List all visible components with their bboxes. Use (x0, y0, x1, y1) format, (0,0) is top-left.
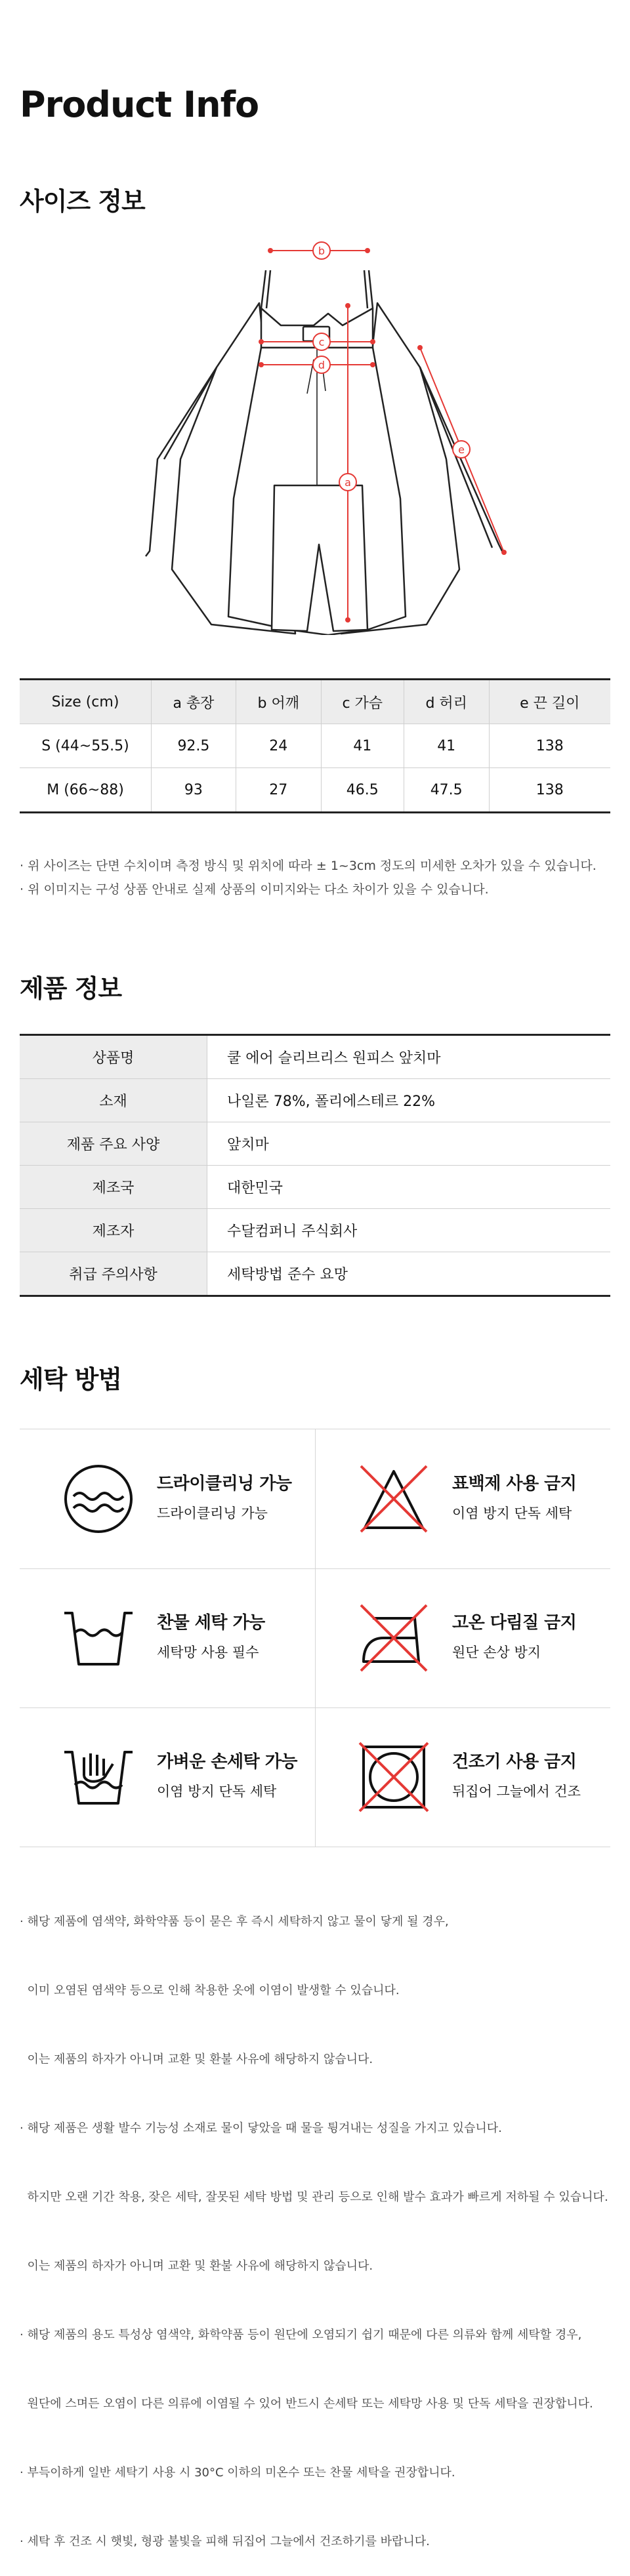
marker-e: e (458, 443, 465, 456)
row-key: 소재 (20, 1079, 207, 1122)
size-info-heading: 사이즈 정보 (20, 187, 145, 216)
wash-label: 드라이클리닝 가능 (157, 1474, 292, 1494)
row-value: 세탁방법 준수 요망 (207, 1252, 611, 1296)
table-cell: 47.5 (404, 768, 489, 813)
washing-notes (20, 1864, 610, 2576)
row-key: 제조자 (20, 1209, 207, 1252)
no-bleach-icon (354, 1460, 433, 1538)
row-key: 상품명 (20, 1035, 207, 1079)
table-row (20, 1252, 610, 1296)
row-value: 나일론 78%, 폴리에스테르 22% (207, 1079, 611, 1122)
note-line: · 해당 제품은 생활 발수 기능성 소재로 물이 닿았을 때 물을 튕겨내는 성질을 가지고 있습니다. (20, 2121, 502, 2135)
product-info-table (20, 1034, 610, 1297)
size-table-header: e 끈 길이 (489, 680, 610, 724)
row-key: 제품 주요 사양 (20, 1122, 207, 1166)
wash-label: 찬물 세탁 가능 (157, 1613, 265, 1633)
table-row (20, 768, 610, 813)
table-row (20, 1079, 610, 1122)
wash-label: 가벼운 손세탁 가능 (157, 1752, 298, 1772)
wash-label: 표백제 사용 금지 (452, 1474, 577, 1494)
table-cell: 138 (489, 768, 610, 813)
table-row (20, 1035, 610, 1079)
size-table-header: c 가슴 (321, 680, 404, 724)
table-cell: 138 (489, 724, 610, 768)
wash-label: 고온 다림질 금지 (452, 1613, 577, 1633)
marker-c: c (318, 336, 325, 348)
table-cell: 92.5 (152, 724, 236, 768)
table-cell: 93 (152, 768, 236, 813)
row-value: 쿨 에어 슬리브리스 원피스 앞치마 (207, 1035, 611, 1079)
wash-sub: 드라이클리닝 가능 (157, 1505, 268, 1521)
wash-sub: 원단 손상 방지 (452, 1645, 541, 1660)
table-cell: 27 (236, 768, 321, 813)
wash-item (20, 1568, 315, 1707)
dry-clean-icon (59, 1460, 138, 1538)
wash-item (20, 1707, 315, 1847)
table-cell: 46.5 (321, 768, 404, 813)
washing-heading: 세탁 방법 (20, 1365, 122, 1394)
size-table-header: Size (cm) (20, 680, 152, 724)
table-row (20, 1166, 610, 1209)
note-line: · 해당 제품에 염색약, 화학약품 등이 묻은 후 즉시 세탁하지 않고 물이 닿게 될 경우, (20, 1915, 449, 1929)
note-line: · 세탁 후 건조 시 햇빛, 형광 불빛을 피해 뒤집어 그늘에서 건조하기를 바랍니다. (20, 2535, 430, 2548)
marker-b: b (318, 245, 326, 257)
row-key: 취급 주의사항 (20, 1252, 207, 1296)
note-line: 이는 제품의 하자가 아니며 교환 및 환불 사유에 해당하지 않습니다. (20, 2259, 373, 2273)
table-cell: S (44~55.5) (20, 724, 152, 768)
row-key: 제조국 (20, 1166, 207, 1209)
row-value: 대한민국 (207, 1166, 611, 1209)
note-line: 이는 제품의 하자가 아니며 교환 및 환불 사유에 해당하지 않습니다. (20, 2053, 373, 2066)
table-cell: M (66~88) (20, 768, 152, 813)
note-line: 이미 오염된 염색약 등으로 인해 착용한 옷에 이염이 발생할 수 있습니다. (20, 1984, 400, 1997)
size-table-header: a 총장 (152, 680, 236, 724)
product-info-heading: 제품 정보 (20, 974, 122, 1003)
wash-label: 건조기 사용 금지 (452, 1752, 577, 1772)
marker-a: a (345, 476, 351, 489)
note-line: · 위 이미지는 구성 상품 안내로 실제 상품의 이미지와는 다소 차이가 있을 수 있습니다. (20, 882, 489, 897)
size-notes (20, 854, 610, 901)
table-cell: 41 (321, 724, 404, 768)
row-value: 수달컴퍼니 주식회사 (207, 1209, 611, 1252)
note-line: · 해당 제품의 용도 특성상 염색약, 화학약품 등이 원단에 오염되기 쉽기 때문에 다른 의류와 함께 세탁할 경우, (20, 2328, 582, 2342)
wash-sub: 뒤집어 그늘에서 건조 (452, 1784, 581, 1799)
wash-sub: 이염 방지 단독 세탁 (452, 1505, 572, 1521)
note-line: 하지만 오랜 기간 착용, 잦은 세탁, 잘못된 세탁 방법 및 관리 등으로 인해 발수 효과가 빠르게 저하될 수 있습니다. (20, 2190, 608, 2204)
no-tumble-dry-icon (354, 1738, 433, 1816)
table-row (20, 724, 610, 768)
note-line: · 부득이하게 일반 세탁기 사용 시 30°C 이하의 미온수 또는 찬물 세탁을 권장합니다. (20, 2466, 455, 2480)
wash-sub: 세탁망 사용 필수 (157, 1645, 259, 1660)
wash-item (315, 1568, 610, 1707)
no-iron-icon (354, 1599, 433, 1677)
hand-wash-icon (59, 1738, 138, 1816)
size-table-header: d 허리 (404, 680, 489, 724)
size-table-header-row (20, 680, 610, 724)
table-cell: 41 (404, 724, 489, 768)
apron-size-diagram (141, 235, 509, 635)
wash-sub: 이염 방지 단독 세탁 (157, 1784, 277, 1799)
wash-tub-icon (59, 1599, 138, 1677)
page-title: Product Info (20, 84, 259, 125)
size-table-header: b 어깨 (236, 680, 321, 724)
marker-d: d (318, 359, 326, 371)
table-row (20, 1122, 610, 1166)
wash-item (315, 1429, 610, 1568)
note-line: · 위 사이즈는 단면 수치이며 측정 방식 및 위치에 따라 ± 1~3cm 정도의 미세한 오차가 있을 수 있습니다. (20, 859, 597, 873)
size-table (20, 678, 610, 813)
wash-item (20, 1429, 315, 1568)
wash-item (315, 1707, 610, 1847)
note-line: 원단에 스며든 오염이 다른 의류에 이염될 수 있어 반드시 손세탁 또는 세탁망 사용 및 단독 세탁을 권장합니다. (20, 2397, 593, 2411)
row-value: 앞치마 (207, 1122, 611, 1166)
washing-grid (20, 1429, 610, 1847)
table-cell: 24 (236, 724, 321, 768)
table-row (20, 1209, 610, 1252)
